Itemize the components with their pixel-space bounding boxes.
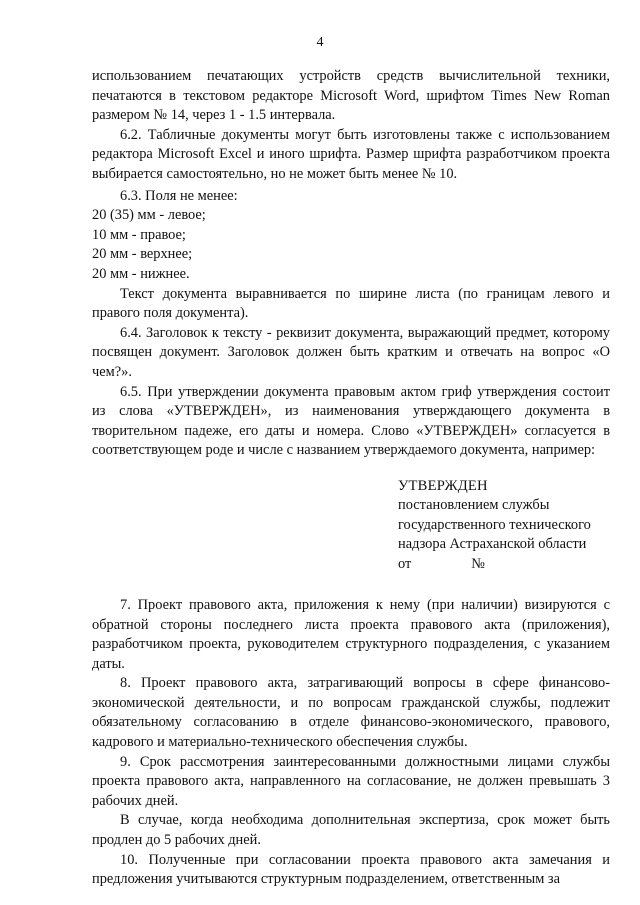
margin-list-item: 20 (35) мм - левое; xyxy=(92,207,206,224)
margin-list-item: 20 мм - нижнее. xyxy=(92,265,190,282)
approval-date-number-line xyxy=(398,555,610,574)
paragraph-7: 7. Проект правового акта, приложения к нему (при наличии) визируются с обратной стороны последнего листа проекта правового акта (приложения), разработчиком проекта, руководителем структурного подразделения, с указанием даты. xyxy=(92,596,610,672)
approval-stamp-block xyxy=(398,477,610,574)
approval-line: государственного технического xyxy=(398,516,591,533)
document-body xyxy=(92,67,610,890)
margin-list-item: 10 мм - правое; xyxy=(92,226,186,243)
paragraph-10: 10. Полученные при согласовании проекта правового акта замечания и предложения учитываются структурным подразделением, ответственным за xyxy=(92,851,610,888)
paragraph-6-3: 6.3. Поля не менее: xyxy=(120,187,238,204)
approval-line: постановлением службы xyxy=(398,497,550,514)
paragraph-6-5: 6.5. При утверждении документа правовым актом гриф утверждения состоит из слова «УТВЕРЖДЕН», из наименования утверждающего документа в творительном падеже, его даты и номера. Слово «УТВЕРЖДЕН» согласуется в соответствующем роде и числе с названием утверждаемого документа, например: xyxy=(92,383,610,459)
paragraph-9: 9. Срок рассмотрения заинтересованными должностными лицами службы проекта правового акта, направленного на согласование, не должен превышать 3 рабочих дней. xyxy=(92,753,610,809)
margin-list-item: 20 мм - верхнее; xyxy=(92,246,193,263)
paragraph-alignment: Текст документа выравнивается по ширине листа (по границам левого и правого поля документа). xyxy=(92,285,610,322)
paragraph-6-2: 6.2. Табличные документы могут быть изготовлены также с использованием редактора Microsoft Excel и иного шрифта. Размер шрифта разработчиком проекта выбирается самостоятельно, но не может быть менее № 10. xyxy=(92,126,610,182)
paragraph-6-4: 6.4. Заголовок к тексту - реквизит документа, выражающий предмет, которому посвящен документ. Заголовок должен быть кратким и отвечать на вопрос «О чем?». xyxy=(92,324,610,380)
approval-title: УТВЕРЖДЕН xyxy=(398,477,488,494)
paragraph-expertise: В случае, когда необходима дополнительная экспертиза, срок может быть продлен до 5 рабочих дней. xyxy=(92,812,610,849)
approval-number-label: № xyxy=(471,555,486,572)
paragraph-continuation: использованием печатающих устройств средств вычислительной техники, печатаются в текстовом редакторе Microsoft Word, шрифтом Times New Roman размером № 14, через 1 - 1.5 интервала. xyxy=(92,68,610,124)
page-number: 4 xyxy=(316,35,324,50)
approval-date-label: от xyxy=(398,555,412,572)
paragraph-8: 8. Проект правового акта, затрагивающий вопросы в сфере финансово-экономической деятельности, и по вопросам гражданской службы, подлежит обязательному согласованию в отделе финансово-экономического, правового, кадрового и материально-технического обеспечения службы. xyxy=(92,675,610,751)
approval-line: надзора Астраханской области xyxy=(398,536,587,553)
